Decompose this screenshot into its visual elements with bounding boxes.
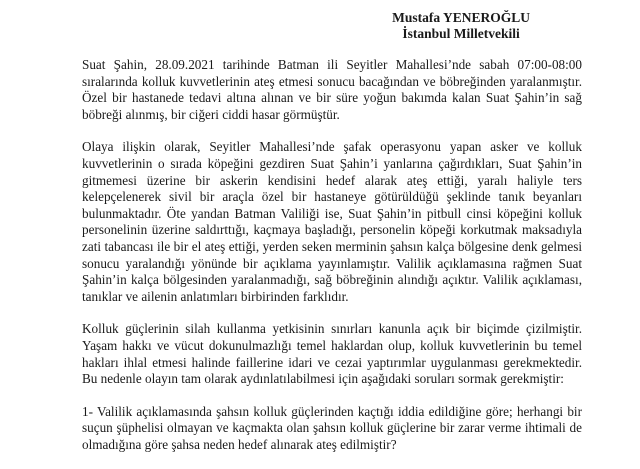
paragraph-accounts: Olaya ilişkin olarak, Seyitler Mahallesi’nde şafak operasyonu yapan asker ve kolluk kuvvetlerinin o sırada köpeğini gezdiren Suat Şahin’i yanlarına çağırdıkları, Suat Şahin’in gitmemesi üzerine bir askerin kendisini hedef alarak ateş ettiği, yaralı haliyle ters kelepçelenerek sivil bir araçla özel bir hastaneye götürüldüğü şeklinde tanık beyanları bulunmaktadır. Öte yandan Batman Valiliği ise, Suat Şahin’in pitbull cinsi köpeğini kolluk personelinin üzerine saldırttığı, kaçmaya başladığı, personelin köpeği korkutmak maksadıyla zati tabancası ile bir el ateş ettiği, yerden seken merminin şahsın kalça bölgesine denk gelmesi sonucu yaralandığı yönünde bir açıklama yayınlamıştır. Valilik açıklamasına rağmen Suat Şahin’in kalça bölgesinden yaralanmadığı, sağ böbreğinin alındığı açıktır. Valilik açıklaması, tanıklar ve ailenin anlatımları birbirinden farklıdır. — [82, 139, 582, 304]
question-1: 1- Valilik açıklamasında şahsın kolluk güçlerinden kaçtığı iddia edildiğine göre; herhangi bir suçun şüphelisi olmayan ve kaçmakta olan şahsın kolluk güçlerine bir zarar verme ihtimali de olmadığına göre şahsa neden hedef alınarak ateş edilmiştir? — [82, 403, 582, 452]
paragraph-legal: Kolluk güçlerinin silah kullanma yetkisinin sınırları kanunla açık bir biçimde çizilmiştir. Yaşam hakkı ve vücut dokunulmazlığı temel haklardan olup, kolluk kuvvetlerinin bu temel hakları ihlal etmesi halinde faillerine idari ve cezai yaptırımlar uygulanması gerekmektedir. Bu nedenle olayın tam olarak aydınlatılabilmesi için aşağıdaki soruları sormak gerekmiştir: — [82, 321, 582, 387]
document-body — [82, 57, 582, 469]
signature-block — [392, 10, 530, 42]
deputy-title: İstanbul Milletvekili — [402, 26, 520, 41]
deputy-name: Mustafa YENEROĞLU — [392, 10, 530, 25]
paragraph-incident: Suat Şahin, 28.09.2021 tarihinde Batman ili Seyitler Mahallesi’nde sabah 07:00-08:00 sıralarında kolluk kuvvetlerinin ateş etmesi sonucu bacağından ve böbreğinden yaralanmıştır. Özel bir hastanede tedavi altına alınan ve bir süre yoğun bakımda kalan Suat Şahin’in sağ böbreği alınmış, bir ciğeri ciddi hasar görmüştür. — [82, 57, 582, 122]
